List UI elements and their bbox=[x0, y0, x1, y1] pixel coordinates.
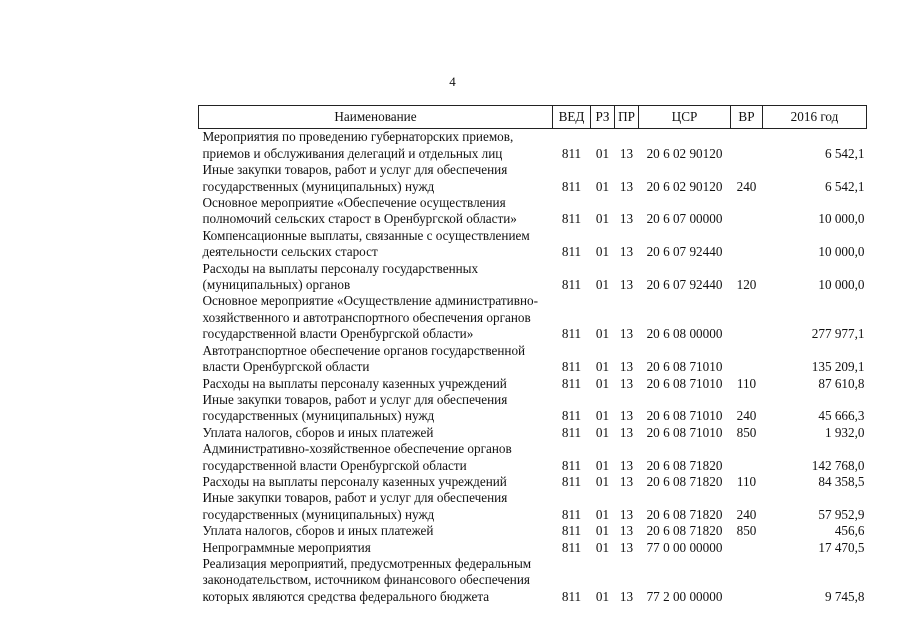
table-row bbox=[199, 261, 867, 294]
header-rz: РЗ bbox=[591, 106, 615, 129]
row-name: Расходы на выплаты персоналу казенных учреждений bbox=[202, 473, 507, 489]
row-amount: 45 666,3 bbox=[818, 408, 865, 424]
page-number: 4 bbox=[449, 74, 456, 89]
row-pr: 13 bbox=[619, 523, 634, 539]
row-name: Реализация мероприятий, предусмотренных федеральным законодательством, источником финансового обеспечения которых являются средства федерального бюджета bbox=[202, 555, 532, 604]
row-name: Основное мероприятие «Обеспечение осуществления полномочий сельских старост в Оренбургской области» bbox=[202, 195, 517, 227]
row-ved: 811 bbox=[561, 326, 582, 342]
row-pr: 13 bbox=[619, 588, 634, 604]
row-amount: 142 768,0 bbox=[811, 457, 865, 473]
row-vr: 850 bbox=[736, 523, 757, 539]
row-ved: 811 bbox=[561, 473, 582, 489]
header-ved: ВЕД bbox=[553, 106, 591, 129]
row-csr: 20 6 08 71010 bbox=[646, 408, 723, 424]
table-row bbox=[199, 425, 867, 441]
table-row bbox=[199, 376, 867, 392]
row-name: Уплата налогов, сборов и иных платежей bbox=[202, 424, 434, 440]
row-pr: 13 bbox=[619, 277, 634, 293]
row-vr: 240 bbox=[736, 506, 757, 522]
row-name: Уплата налогов, сборов и иных платежей bbox=[202, 523, 434, 539]
row-amount: 277 977,1 bbox=[811, 326, 865, 342]
row-vr bbox=[731, 556, 763, 605]
row-ved: 811 bbox=[561, 178, 582, 194]
row-amount: 456,6 bbox=[834, 523, 865, 539]
row-ved: 811 bbox=[561, 211, 582, 227]
table-row bbox=[199, 228, 867, 261]
row-vr: 850 bbox=[736, 424, 757, 440]
row-csr: 20 6 08 71820 bbox=[646, 523, 723, 539]
row-name: Мероприятия по проведению губернаторских приемов, приемов и обслуживания делегаций и отдельных лиц bbox=[202, 129, 514, 161]
row-amount: 10 000,0 bbox=[818, 244, 865, 260]
row-pr: 13 bbox=[619, 211, 634, 227]
header-csr: ЦСР bbox=[639, 106, 731, 129]
row-vr bbox=[731, 195, 763, 228]
row-rz: 01 bbox=[595, 424, 610, 440]
row-amount: 84 358,5 bbox=[818, 473, 865, 489]
row-csr: 20 6 07 92440 bbox=[646, 277, 723, 293]
row-ved: 811 bbox=[561, 408, 582, 424]
table-row bbox=[199, 293, 867, 342]
row-csr: 77 0 00 00000 bbox=[646, 539, 723, 555]
row-pr: 13 bbox=[619, 506, 634, 522]
row-rz: 01 bbox=[595, 359, 610, 375]
row-name: Расходы на выплаты персоналу государственных (муниципальных) органов bbox=[202, 260, 479, 293]
row-rz: 01 bbox=[595, 457, 610, 473]
header-name: Наименование bbox=[199, 106, 553, 129]
row-rz: 01 bbox=[595, 277, 610, 293]
row-vr: 110 bbox=[736, 473, 757, 489]
row-csr: 20 6 02 90120 bbox=[646, 145, 723, 161]
row-name: Административно-хозяйственное обеспечение органов государственной власти Оренбургской области bbox=[202, 441, 512, 473]
row-vr bbox=[731, 228, 763, 261]
row-pr: 13 bbox=[619, 408, 634, 424]
row-csr: 20 6 08 71010 bbox=[646, 359, 723, 375]
row-rz: 01 bbox=[595, 506, 610, 522]
row-amount: 6 542,1 bbox=[824, 145, 865, 161]
row-ved: 811 bbox=[561, 375, 582, 391]
row-vr: 110 bbox=[736, 375, 757, 391]
row-name: Иные закупки товаров, работ и услуг для обеспечения государственных (муниципальных) нужд bbox=[202, 391, 508, 424]
table-row bbox=[199, 490, 867, 523]
row-amount: 135 209,1 bbox=[811, 359, 865, 375]
table-row bbox=[199, 195, 867, 228]
row-name: Расходы на выплаты персоналу казенных учреждений bbox=[202, 375, 507, 391]
budget-table bbox=[198, 105, 867, 605]
row-name: Иные закупки товаров, работ и услуг для обеспечения государственных (муниципальных) нужд bbox=[202, 490, 508, 522]
table-row bbox=[199, 162, 867, 195]
row-csr: 77 2 00 00000 bbox=[646, 588, 723, 604]
row-rz: 01 bbox=[595, 473, 610, 489]
row-pr: 13 bbox=[619, 359, 634, 375]
row-amount: 57 952,9 bbox=[818, 506, 865, 522]
row-vr bbox=[731, 441, 763, 474]
row-name: Иные закупки товаров, работ и услуг для обеспечения государственных (муниципальных) нужд bbox=[202, 162, 508, 194]
row-vr bbox=[731, 343, 763, 376]
row-ved: 811 bbox=[561, 457, 582, 473]
row-csr: 20 6 08 71820 bbox=[646, 506, 723, 522]
row-ved: 811 bbox=[561, 244, 582, 260]
row-vr bbox=[731, 129, 763, 162]
row-amount: 17 470,5 bbox=[818, 539, 865, 555]
row-name: Основное мероприятие «Осуществление административно-хозяйственного и автотранспортного обеспечения органов государственной власти Оренбургской области» bbox=[202, 293, 538, 342]
row-csr: 20 6 08 71010 bbox=[646, 375, 723, 391]
row-pr: 13 bbox=[619, 424, 634, 440]
table-header-row bbox=[199, 106, 867, 129]
row-amount: 9 745,8 bbox=[824, 588, 865, 604]
table-row bbox=[199, 540, 867, 556]
table-row bbox=[199, 441, 867, 474]
row-rz: 01 bbox=[595, 588, 610, 604]
row-amount: 6 542,1 bbox=[824, 178, 865, 194]
row-pr: 13 bbox=[619, 244, 634, 260]
row-amount: 10 000,0 bbox=[818, 211, 865, 227]
row-rz: 01 bbox=[595, 408, 610, 424]
row-rz: 01 bbox=[595, 244, 610, 260]
table-row bbox=[199, 474, 867, 490]
row-csr: 20 6 07 92440 bbox=[646, 244, 723, 260]
table-row bbox=[199, 129, 867, 162]
row-csr: 20 6 07 00000 bbox=[646, 211, 723, 227]
row-ved: 811 bbox=[561, 506, 582, 522]
row-rz: 01 bbox=[595, 326, 610, 342]
row-pr: 13 bbox=[619, 145, 634, 161]
row-ved: 811 bbox=[561, 539, 582, 555]
row-vr bbox=[731, 293, 763, 342]
row-rz: 01 bbox=[595, 523, 610, 539]
row-csr: 20 6 08 71820 bbox=[646, 473, 723, 489]
table-row bbox=[199, 392, 867, 425]
row-pr: 13 bbox=[619, 178, 634, 194]
row-ved: 811 bbox=[561, 424, 582, 440]
row-ved: 811 bbox=[561, 588, 582, 604]
row-ved: 811 bbox=[561, 277, 582, 293]
row-amount: 10 000,0 bbox=[818, 277, 865, 293]
table-row bbox=[199, 343, 867, 376]
row-amount: 1 932,0 bbox=[824, 424, 865, 440]
row-csr: 20 6 02 90120 bbox=[646, 178, 723, 194]
row-rz: 01 bbox=[595, 178, 610, 194]
row-vr bbox=[731, 540, 763, 556]
header-year: 2016 год bbox=[763, 106, 867, 129]
row-pr: 13 bbox=[619, 326, 634, 342]
header-vr: ВР bbox=[731, 106, 763, 129]
row-ved: 811 bbox=[561, 523, 582, 539]
row-name: Автотранспортное обеспечение органов государственной власти Оренбургской области bbox=[202, 342, 526, 375]
row-pr: 13 bbox=[619, 539, 634, 555]
row-pr: 13 bbox=[619, 375, 634, 391]
table-row bbox=[199, 523, 867, 539]
row-rz: 01 bbox=[595, 539, 610, 555]
table-row bbox=[199, 556, 867, 605]
row-pr: 13 bbox=[619, 457, 634, 473]
header-pr: ПР bbox=[615, 106, 639, 129]
row-pr: 13 bbox=[619, 473, 634, 489]
row-rz: 01 bbox=[595, 145, 610, 161]
row-rz: 01 bbox=[595, 211, 610, 227]
row-csr: 20 6 08 71820 bbox=[646, 457, 723, 473]
row-csr: 20 6 08 00000 bbox=[646, 326, 723, 342]
row-vr: 240 bbox=[736, 408, 757, 424]
row-rz: 01 bbox=[595, 375, 610, 391]
row-vr: 240 bbox=[736, 178, 757, 194]
row-ved: 811 bbox=[561, 145, 582, 161]
row-vr: 120 bbox=[736, 277, 757, 293]
row-csr: 20 6 08 71010 bbox=[646, 424, 723, 440]
row-name: Компенсационные выплаты, связанные с осуществлением деятельности сельских старост bbox=[202, 227, 530, 260]
row-amount: 87 610,8 bbox=[818, 375, 865, 391]
row-ved: 811 bbox=[561, 359, 582, 375]
row-name: Непрограммные мероприятия bbox=[202, 539, 371, 555]
